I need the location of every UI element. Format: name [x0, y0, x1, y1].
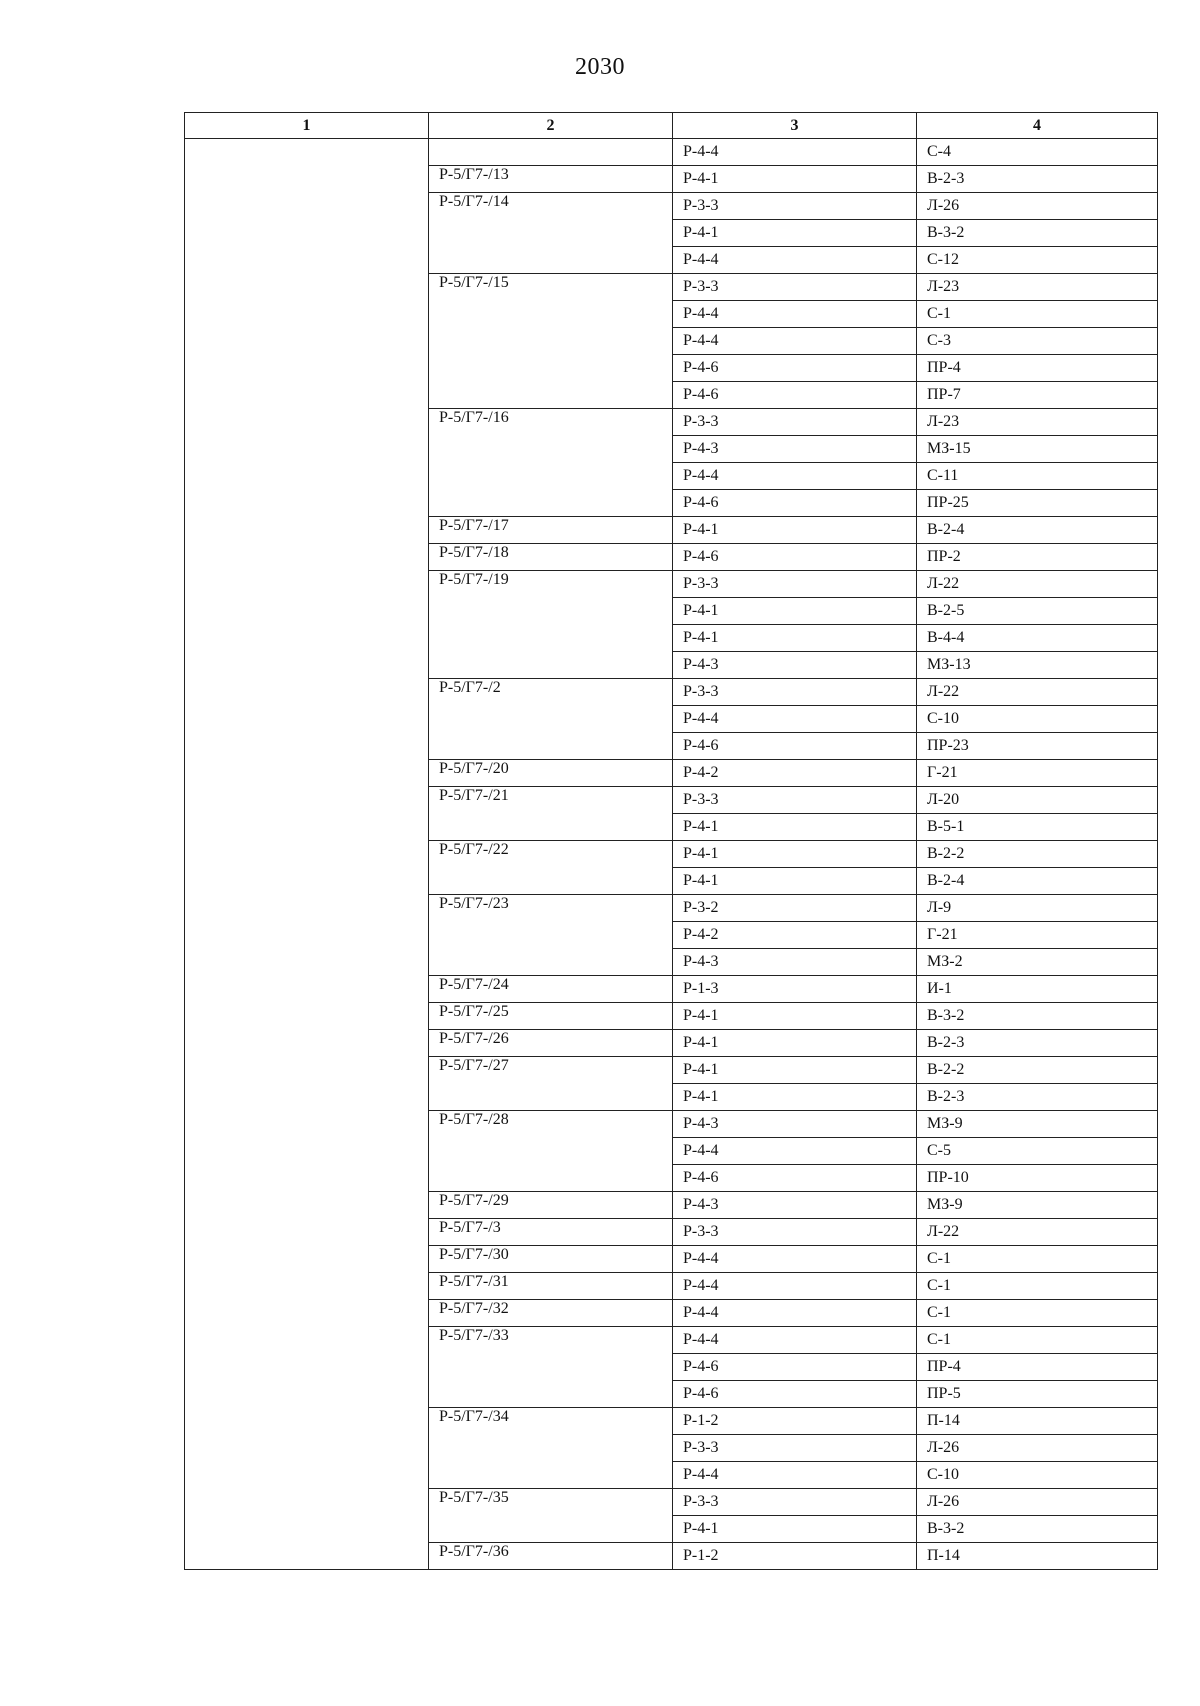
group-name-cell: [429, 139, 673, 166]
code-cell: Р-4-4: [673, 328, 917, 355]
group-name-cell: [429, 220, 673, 247]
ref-cell: ПР-4: [917, 355, 1158, 382]
ref-cell: В-3-2: [917, 1516, 1158, 1543]
group-name-cell: Р-5/Г7-/33: [429, 1327, 673, 1354]
code-cell: Р-4-1: [673, 625, 917, 652]
ref-cell: В-4-4: [917, 625, 1158, 652]
ref-cell: С-11: [917, 463, 1158, 490]
ref-cell: В-2-3: [917, 166, 1158, 193]
code-cell: Р-4-6: [673, 355, 917, 382]
ref-cell: С-3: [917, 328, 1158, 355]
ref-cell: С-10: [917, 1462, 1158, 1489]
code-cell: Р-4-6: [673, 382, 917, 409]
ref-cell: МЗ-15: [917, 436, 1158, 463]
group-name-cell: Р-5/Г7-/23: [429, 895, 673, 922]
group-name-cell: [429, 1084, 673, 1111]
group-name-cell: Р-5/Г7-/25: [429, 1003, 673, 1030]
ref-cell: ПР-23: [917, 733, 1158, 760]
ref-cell: МЗ-13: [917, 652, 1158, 679]
ref-cell: МЗ-2: [917, 949, 1158, 976]
group-name-cell: Р-5/Г7-/17: [429, 517, 673, 544]
code-cell: Р-4-1: [673, 1003, 917, 1030]
code-cell: Р-4-6: [673, 733, 917, 760]
ref-cell: ПР-4: [917, 1354, 1158, 1381]
code-cell: Р-1-2: [673, 1543, 917, 1570]
group-name-cell: Р-5/Г7-/30: [429, 1246, 673, 1273]
group-name-cell: [429, 868, 673, 895]
group-name-cell: [429, 490, 673, 517]
ref-cell: В-3-2: [917, 1003, 1158, 1030]
code-cell: Р-4-1: [673, 598, 917, 625]
ref-cell: В-2-2: [917, 1057, 1158, 1084]
group-name-cell: Р-5/Г7-/24: [429, 976, 673, 1003]
group-name-cell: [429, 436, 673, 463]
group-name-cell: Р-5/Г7-/27: [429, 1057, 673, 1084]
group-name-cell: [429, 463, 673, 490]
group-name-cell: Р-5/Г7-/28: [429, 1111, 673, 1138]
code-cell: Р-3-3: [673, 679, 917, 706]
ref-cell: Л-23: [917, 274, 1158, 301]
code-cell: Р-3-3: [673, 787, 917, 814]
code-cell: Р-1-3: [673, 976, 917, 1003]
code-cell: Р-4-1: [673, 517, 917, 544]
ref-cell: В-2-3: [917, 1084, 1158, 1111]
code-cell: Р-4-1: [673, 1057, 917, 1084]
code-cell: Р-3-3: [673, 1435, 917, 1462]
code-cell: Р-4-4: [673, 1300, 917, 1327]
group-name-cell: Р-5/Г7-/19: [429, 571, 673, 598]
code-cell: Р-4-2: [673, 922, 917, 949]
group-name-cell: [429, 598, 673, 625]
ref-cell: В-2-2: [917, 841, 1158, 868]
code-cell: Р-4-1: [673, 166, 917, 193]
code-cell: Р-4-4: [673, 1138, 917, 1165]
code-cell: Р-4-6: [673, 1165, 917, 1192]
code-cell: Р-4-1: [673, 814, 917, 841]
group-name-cell: Р-5/Г7-/34: [429, 1408, 673, 1435]
group-name-cell: [429, 814, 673, 841]
code-cell: Р-3-3: [673, 1489, 917, 1516]
code-cell: Р-3-3: [673, 193, 917, 220]
group-name-cell: Р-5/Г7-/31: [429, 1273, 673, 1300]
group-name-cell: [429, 382, 673, 409]
group-name-cell: Р-5/Г7-/2: [429, 679, 673, 706]
group-name-cell: [429, 247, 673, 274]
ref-cell: И-1: [917, 976, 1158, 1003]
group-name-cell: [429, 1435, 673, 1462]
code-cell: Р-1-2: [673, 1408, 917, 1435]
ref-cell: С-12: [917, 247, 1158, 274]
code-cell: Р-4-6: [673, 544, 917, 571]
group-name-cell: Р-5/Г7-/15: [429, 274, 673, 301]
group-name-cell: Р-5/Г7-/36: [429, 1543, 673, 1570]
ref-cell: Г-21: [917, 922, 1158, 949]
ref-cell: В-3-2: [917, 220, 1158, 247]
ref-cell: Л-23: [917, 409, 1158, 436]
group-name-cell: Р-5/Г7-/32: [429, 1300, 673, 1327]
ref-cell: В-2-5: [917, 598, 1158, 625]
code-cell: Р-4-4: [673, 247, 917, 274]
group-name-cell: [429, 1381, 673, 1408]
ref-cell: МЗ-9: [917, 1192, 1158, 1219]
header-col-1: 1: [185, 113, 429, 139]
group-name-cell: [429, 625, 673, 652]
ref-cell: ПР-7: [917, 382, 1158, 409]
code-cell: Р-4-1: [673, 220, 917, 247]
header-col-2: 2: [429, 113, 673, 139]
ref-cell: В-2-4: [917, 517, 1158, 544]
group-name-cell: [429, 1462, 673, 1489]
group-name-cell: Р-5/Г7-/18: [429, 544, 673, 571]
ref-cell: С-10: [917, 706, 1158, 733]
group-name-cell: [429, 301, 673, 328]
ref-cell: Л-26: [917, 1435, 1158, 1462]
code-cell: Р-4-4: [673, 706, 917, 733]
ref-cell: Л-22: [917, 1219, 1158, 1246]
code-cell: Р-3-3: [673, 1219, 917, 1246]
ref-cell: С-5: [917, 1138, 1158, 1165]
ref-cell: С-1: [917, 301, 1158, 328]
ref-cell: Л-20: [917, 787, 1158, 814]
ref-cell: П-14: [917, 1408, 1158, 1435]
ref-cell: Л-9: [917, 895, 1158, 922]
table-body: [185, 139, 1158, 1570]
ref-cell: В-5-1: [917, 814, 1158, 841]
code-cell: Р-4-3: [673, 1192, 917, 1219]
ref-cell: С-1: [917, 1273, 1158, 1300]
code-cell: Р-4-4: [673, 1327, 917, 1354]
group-name-cell: Р-5/Г7-/14: [429, 193, 673, 220]
ref-cell: Л-22: [917, 679, 1158, 706]
code-cell: Р-4-1: [673, 841, 917, 868]
code-cell: Р-4-1: [673, 868, 917, 895]
ref-cell: В-2-4: [917, 868, 1158, 895]
group-name-cell: [429, 355, 673, 382]
code-cell: Р-3-3: [673, 274, 917, 301]
code-cell: Р-4-1: [673, 1030, 917, 1057]
code-cell: Р-4-4: [673, 463, 917, 490]
header-row: [185, 113, 1158, 139]
group-name-cell: Р-5/Г7-/16: [429, 409, 673, 436]
header-col-3: 3: [673, 113, 917, 139]
code-cell: Р-3-3: [673, 409, 917, 436]
group-name-cell: Р-5/Г7-/21: [429, 787, 673, 814]
code-cell: Р-4-6: [673, 490, 917, 517]
code-cell: Р-4-3: [673, 652, 917, 679]
group-name-cell: [429, 922, 673, 949]
column-1-cell: [185, 139, 429, 1570]
code-cell: Р-4-4: [673, 139, 917, 166]
code-cell: Р-4-4: [673, 1462, 917, 1489]
group-name-cell: Р-5/Г7-/29: [429, 1192, 673, 1219]
data-table: [184, 112, 1158, 1570]
ref-cell: ПР-5: [917, 1381, 1158, 1408]
ref-cell: Г-21: [917, 760, 1158, 787]
code-cell: Р-4-6: [673, 1381, 917, 1408]
ref-cell: Л-26: [917, 193, 1158, 220]
code-cell: Р-4-4: [673, 1273, 917, 1300]
group-name-cell: [429, 1516, 673, 1543]
ref-cell: С-1: [917, 1327, 1158, 1354]
ref-cell: МЗ-9: [917, 1111, 1158, 1138]
ref-cell: Л-22: [917, 571, 1158, 598]
ref-cell: ПР-10: [917, 1165, 1158, 1192]
code-cell: Р-4-1: [673, 1516, 917, 1543]
group-name-cell: [429, 652, 673, 679]
group-name-cell: Р-5/Г7-/3: [429, 1219, 673, 1246]
group-name-cell: Р-5/Г7-/22: [429, 841, 673, 868]
group-name-cell: Р-5/Г7-/13: [429, 166, 673, 193]
group-name-cell: Р-5/Г7-/20: [429, 760, 673, 787]
ref-cell: ПР-25: [917, 490, 1158, 517]
ref-cell: Л-26: [917, 1489, 1158, 1516]
group-name-cell: Р-5/Г7-/35: [429, 1489, 673, 1516]
code-cell: Р-4-2: [673, 760, 917, 787]
ref-cell: С-4: [917, 139, 1158, 166]
ref-cell: ПР-2: [917, 544, 1158, 571]
code-cell: Р-4-3: [673, 436, 917, 463]
ref-cell: В-2-3: [917, 1030, 1158, 1057]
code-cell: Р-4-6: [673, 1354, 917, 1381]
group-name-cell: [429, 1354, 673, 1381]
group-name-cell: [429, 1165, 673, 1192]
code-cell: Р-4-4: [673, 301, 917, 328]
group-name-cell: [429, 328, 673, 355]
group-name-cell: [429, 949, 673, 976]
group-name-cell: [429, 733, 673, 760]
code-cell: Р-4-4: [673, 1246, 917, 1273]
table-row: [185, 139, 1158, 166]
code-cell: Р-3-2: [673, 895, 917, 922]
ref-cell: С-1: [917, 1246, 1158, 1273]
group-name-cell: [429, 706, 673, 733]
page-number: 2030: [575, 54, 625, 80]
ref-cell: С-1: [917, 1300, 1158, 1327]
code-cell: Р-4-1: [673, 1084, 917, 1111]
code-cell: Р-4-3: [673, 1111, 917, 1138]
code-cell: Р-3-3: [673, 571, 917, 598]
header-col-4: 4: [917, 113, 1158, 139]
ref-cell: П-14: [917, 1543, 1158, 1570]
group-name-cell: Р-5/Г7-/26: [429, 1030, 673, 1057]
code-cell: Р-4-3: [673, 949, 917, 976]
group-name-cell: [429, 1138, 673, 1165]
